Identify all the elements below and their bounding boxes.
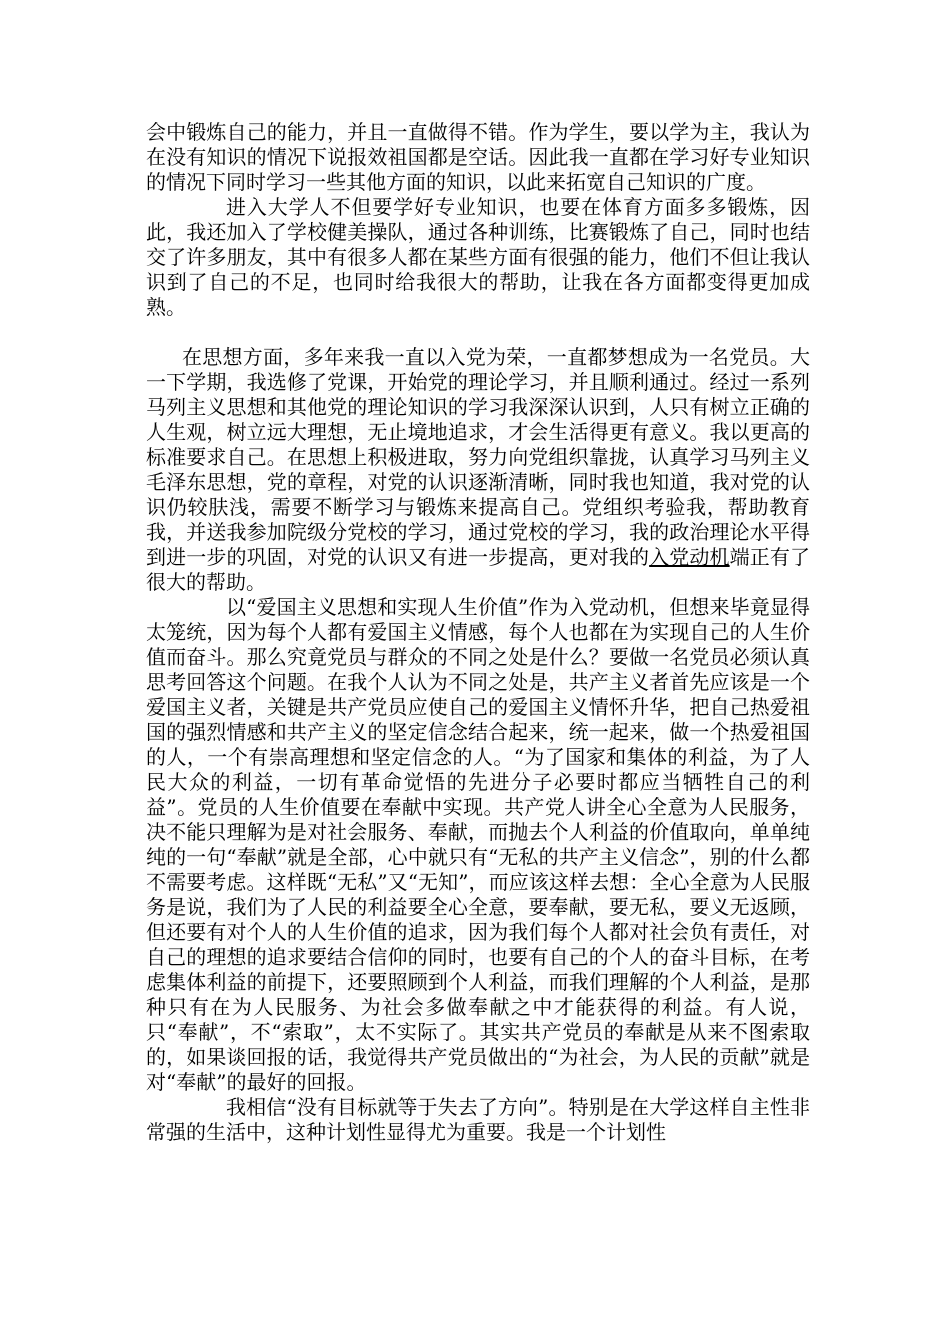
paragraph-ideology: [146, 345, 810, 595]
paragraph-ideology-text: 在思想方面，多年来我一直以入党为荣，一直都梦想成为一名党员。大一下学期，我选修了党课，开始党的理论学习，并且顺利通过。经过一系列马列主义思想和其他党的理论知识的学习我深深认识到，人只有树立正确的人生观，树立远大理想，无止境地追求，才会生活得更有意义。我以更高的标准要求自己。在思想上积极进取，努力向党组织靠拢，认真学习马列主义毛泽东思想，党的章程，对党的认识逐渐清晰，同时我也知道，我对党的认识仍较肤浅，需要不断学习与锻炼来提高自己。党组织考验我，帮助教育我，并送我参加院级分党校的学习，通过党校的学习，我的政治理论水平得到进一步的巩固，对党的认识又有进一步提高，更对我的: [146, 345, 810, 569]
paragraph-ideology-tail: 端正有了很大的帮助。: [146, 545, 810, 594]
paragraph-goals: 我相信“没有目标就等于失去了方向”。特别是在大学这样自主性非常强的生活中，这种计划性显得尤为重要。我是一个计划性: [146, 1095, 810, 1144]
party-motivation-link[interactable]: 入党动机: [649, 545, 730, 569]
paragraph-patriotism: 以“爱国主义思想和实现人生价值”作为入党动机，但想来毕竟显得太笼统，因为每个人都有爱国主义情感，每个人也都在为实现自己的人生价值而奋斗。那么究竟党员与群众的不同之处是什么？要做一名党员必须认真思考回答这个问题。在我个人认为不同之处是，共产主义者首先应该是一个爱国主义者，关键是共产党员应使自己的爱国主义情怀升华，把自己热爱祖国的强烈情感和共产主义的坚定信念结合起来，统一起来，做一个热爱祖国的人，一个有崇高理想和坚定信念的人。“为了国家和集体的利益，为了人民大众的利益，一切有革命觉悟的先进分子必要时都应当牺牲自己的利益”。党员的人生价值要在奉献中实现。共产党人讲全心全意为人民服务，决不能只理解为是对社会服务、奉献，而抛去个人利益的价值取向，单单纯纯的一句“奉献”就是全部，心中就只有“无私的共产主义信念”，别的什么都不需要考虑。这样既“无私”又“无知”，而应该这样去想：全心全意为人民服务是说，我们为了人民的利益要全心全意，要奉献，要无私，要义无返顾，但还要有对个人的人生价值的追求，因为我们每个人都对社会负有责任，对自己的理想的追求要结合信仰的同时，也要有自己的个人的奋斗目标，在考虑集体利益的前提下，还要照顾到个人利益，而我们理解的个人利益，是那种只有在为人民服务、为社会多做奉献之中才能获得的利益。有人说，只“奉献”，不“索取”，太不实际了。其实共产党员的奉献是从来不图索取的，如果谈回报的话，我觉得共产党员做出的“为社会，为人民的贡献”就是对“奉献”的最好的回报。: [146, 595, 810, 1094]
paragraph-skills: 会中锻炼自己的能力，并且一直做得不错。作为学生，要以学为主，我认为在没有知识的情况下说报效祖国都是空话。因此我一直都在学习好专业知识的情况下同时学习一些其他方面的知识，以此来拓宽自己知识的广度。: [146, 120, 810, 194]
blank-line: [146, 320, 810, 345]
paragraph-sports: 进入大学人不但要学好专业知识，也要在体育方面多多锻炼，因此，我还加入了学校健美操队，通过各种训练，比赛锻炼了自己，同时也结交了许多朋友，其中有很多人都在某些方面有很强的能力，他们不但让我认识到了自己的不足，也同时给我很大的帮助，让我在各方面都变得更加成熟。: [146, 195, 810, 319]
document-body: [146, 120, 810, 1145]
